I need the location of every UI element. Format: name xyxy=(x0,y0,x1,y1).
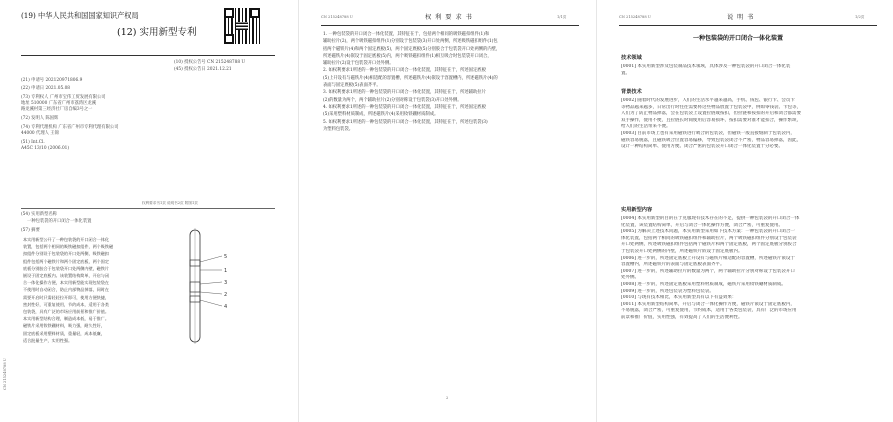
claim-line: 为塑料包装袋。 xyxy=(323,126,354,132)
page-header-title: 说 明 书 xyxy=(727,14,755,21)
abstract-heading: (57) 摘要 xyxy=(21,228,40,233)
claim-line: 所述磁铁片(4)嵌设于固定底板(5)内，两个吸铁磁扣组件(1)相互吸合时包装袋开口闭合， xyxy=(323,53,492,59)
paragraph-line: [0010] 与现有技术相比，本实用新型具有以下有益效果： xyxy=(621,295,737,301)
bib-line: 44000 代理人 王锦 xyxy=(21,131,59,136)
bib-line: 路龙溪村第三经济社厂房自编3号之一 xyxy=(21,107,93,112)
abstract-line: 密封性好，可重复使用，节约成本，适用于各类 xyxy=(23,301,109,307)
claims-page xyxy=(298,0,597,422)
header-rule xyxy=(619,25,877,26)
header-rule xyxy=(21,55,275,56)
claim-line: (5)上开设有与磁铁片(4)相适配的容置槽，所述磁铁片(4)嵌设于容置槽内，所述磁铁片(4)的 xyxy=(323,75,498,81)
section-rule xyxy=(21,208,275,209)
paragraph-line: 前景和推广价值，实用性强，有效提高了人们的生活便利性。 xyxy=(621,314,743,320)
bib-line: (73) 专利权人 广州市宝伟工贸发展有限公司 xyxy=(21,95,106,100)
claim-line: (2)的数量为两个，两个辅助拉片(2)分别对称设于包装袋(3)开口处外侧。 xyxy=(323,97,462,103)
abstract-line: 固定底板采用塑料材质，重量轻，成本低廉， xyxy=(23,330,105,336)
section-text xyxy=(621,98,877,151)
paragraph-line: 设计一种结构简单、使用方便、闭合严密的包装袋开口闭合一体化装置十分必要。 xyxy=(621,144,783,150)
section-heading: 背景技术 xyxy=(621,89,642,95)
abstract-line: 适合批量生产，实用性强。 xyxy=(23,337,73,343)
leader-line xyxy=(200,292,222,294)
bib-line: (51) Int.Cl. xyxy=(21,140,45,145)
bib-line: (21) 申请号 202120971806.9 xyxy=(21,78,83,83)
bib-line: A45C 13/10 (2006.01) xyxy=(21,146,70,151)
page-header-number: 1/2页 xyxy=(855,15,865,19)
figure-label: 2 xyxy=(224,292,228,298)
abstract-line: 嵌设于固定底板内。该装置结构简单，开启与闭 xyxy=(23,273,109,279)
bib-line: 地址 510000 广东省广州市荔湾区龙溪 xyxy=(21,101,96,106)
section-text xyxy=(621,216,877,322)
paragraph-line: [0009] 进一步的，所述包装袋为塑料包装袋。 xyxy=(621,288,714,294)
claim-line: 5. 如权利要求1所述的一种包装袋的开口闭合一体化装置，其特征在于，所述包装袋(3) xyxy=(323,119,488,125)
bib-line: (72) 发明人 陈国辉 xyxy=(21,116,59,121)
claim-line: 1. 一种包装袋的开口闭合一体化装置，其特征在于，包括两个相同的吸铁磁扣组件(1)和 xyxy=(323,32,490,37)
paragraph-line: [0003] 目前市场上也有采用磁铁进行吸合的包装袋，但磁铁一般直接缝制于包装袋内， xyxy=(621,130,795,136)
paragraph-line: 化装置，该装置结构简单，开启与闭合一体化操作方便，闭合严密，可重复使用。 xyxy=(621,222,783,228)
paragraph-line: 容置槽内，所述磁铁片的表面与固定底板表面齐平。 xyxy=(621,262,725,268)
description-title: 一种包装袋的开口闭合一体化装置 xyxy=(693,35,784,42)
abstract-line: 组件包括两个磁铁片和两个固定底板，两个固定 xyxy=(23,258,109,264)
paragraph-line: 不易脱落，闭合严密，可重复使用，节约成本，适用于各类包装袋，具有广泛的市场应用 xyxy=(621,308,797,314)
claim-line: 表面与固定底板(5)表面齐平。 xyxy=(323,83,381,89)
publication-number: (10) 授权公告号 CN 215248788 U xyxy=(174,60,246,65)
abstract-line: 底板分别胶合于包装袋开口处两侧内壁，磁铁片 xyxy=(23,265,109,271)
side-code: CN 215248788 U xyxy=(3,358,7,390)
paragraph-line: 给人们的生活带来不便。 xyxy=(621,124,671,130)
claim-line: 3. 如权利要求1所述的一种包装袋的开口闭合一体化装置，其特征在于，所述辅助拉片 xyxy=(323,90,486,96)
abstract-line: 合一体化操作方便，本实用新型能实现包装袋在 xyxy=(23,280,109,286)
claims-text xyxy=(323,31,577,133)
figure-label: 4 xyxy=(224,304,228,310)
section-heading: 技术领域 xyxy=(621,55,642,61)
title-heading: (54) 实用新型名称 xyxy=(21,212,57,217)
section-text xyxy=(621,64,877,77)
front-page xyxy=(0,0,298,422)
claim-line: 4. 如权利要求1所述的一种包装袋的开口闭合一体化装置，其特征在于，所述固定底板 xyxy=(323,104,486,110)
abstract-line: 需要开启时只需轻轻拉开即可，使用方便快捷， xyxy=(23,294,109,300)
leader-line xyxy=(200,300,222,306)
paragraph-line: [0006] 进一步的，所述固定底板上开设有与磁铁片相适配的容置槽，所述磁铁片嵌设于 xyxy=(621,255,795,261)
page-count-footer: 权利要求书1页 说明书2页 附图1页 xyxy=(142,201,198,205)
bib-line: (74) 专利代理机构 广东省广州市专利代理有限公司 xyxy=(21,125,119,130)
paragraph-line: 人们为了防止物品掉落，会在包装袋上设置拉链或按扣，但拉链和按扣的开启和闭合都需要 xyxy=(621,111,801,117)
qr-code-icon xyxy=(224,8,260,44)
paragraph-line: [0001] 本实用新型涉及包装制品技术领域，具体涉及一种包装袋的开口闭合一体化装 xyxy=(621,64,791,69)
leader-line xyxy=(200,282,222,284)
paragraph-line: [0004] 本实用新型的目的在于克服现有技术存在的不足，提供一种包装袋的开口闭合一体 xyxy=(621,216,800,221)
abstract-text xyxy=(23,236,138,344)
paragraph-line: [0007] 进一步的，所述辅助拉片的数量为两个，两个辅助拉片分别对称设于包装袋开口 xyxy=(621,268,795,274)
abstract-figure xyxy=(170,226,240,346)
claim-line: 2. 如权利要求1所述的一种包装袋的开口闭合一体化装置，其特征在于，所述固定底板 xyxy=(323,68,486,74)
abstract-line: 本实用新型结构合理，制造成本低，易于推广。 xyxy=(23,316,109,322)
paragraph-line: [0002] 随着时代的发展进步，人们的生活水平越来越高，手机、钱包、银行卡、会员卡 xyxy=(621,98,795,103)
figure-label: 1 xyxy=(224,268,228,274)
page-header-code: CN 215248788 U xyxy=(619,15,651,19)
paragraph-line: 双手操作，使用不便，且拉链长时间使用后容易损坏，按扣需要对准才能扣合，操作繁琐， xyxy=(621,117,801,123)
paragraph-line: [0011] 本实用新型结构简单，开启与闭合一体化操作方便，磁铁片嵌设于固定底板内， xyxy=(621,301,795,307)
page-header-number: 1/1页 xyxy=(557,15,567,19)
section-heading: 实用新型内容 xyxy=(621,207,653,213)
publication-date: (45) 授权公告日 2021.12.21 xyxy=(174,67,232,72)
utility-title: 一种包装袋的开口闭合一体化装置 xyxy=(27,219,92,224)
page-header-code: CN 215248788 U xyxy=(321,15,353,19)
paragraph-line: [0008] 进一步的，所述固定底板采用塑料材质制成，磁铁片采用钕铁硼材质制成。 xyxy=(621,281,786,287)
leader-line xyxy=(200,256,222,262)
abstract-line: 磁铁片采用钕铁硼材料，吸力强，耐久性好， xyxy=(23,323,105,329)
claim-line: 括两个磁铁片(4)和两个固定底板(5)，两个固定底板(5)分别胶合于包装袋开口处两侧的内壁， xyxy=(323,46,501,52)
bib-line: (22) 申请日 2021.05.08 xyxy=(21,86,71,91)
abstract-line: 包装袋，具有广泛的市场应用前景和推广价值。 xyxy=(23,309,109,315)
page-header-title: 权 利 要 求 书 xyxy=(425,14,473,21)
doc-type: (12) 实用新型专利 xyxy=(117,27,197,38)
figure-label: 5 xyxy=(224,254,228,260)
abstract-line: 本实用新型公开了一种包装袋的开口闭合一体化 xyxy=(23,237,109,242)
paragraph-line: 于包装袋开口处两侧的内壁，所述磁铁片嵌设于固定底板内。 xyxy=(621,248,743,254)
paragraph-line: 开口处两侧，所述吸铁磁扣组件包括两个磁铁片和两个固定底板，两个固定底板分别胶合 xyxy=(621,242,797,248)
claim-line: (5)采用塑料材质制成，所述磁铁片(4)采用钕铁硼材质制成。 xyxy=(323,112,439,118)
header-rule xyxy=(321,25,579,26)
paragraph-line: [0005] 为解决上述技术问题，本实用新型采用如下技术方案：一种包装袋的开口闭合一 xyxy=(621,229,795,235)
paragraph-line: 磁铁容易脱落，且磁铁吸合位置容易偏移，导致包装袋闭合不严密，物品容易掉落，因此， xyxy=(621,137,801,143)
claim-line: 辅助拉片(2)设于包装袋开口处外侧。 xyxy=(323,61,394,67)
claim-line: 辅助拉片(2)，两个吸铁磁扣组件(1)分别设于包装袋(3)开口处两侧，所述吸铁磁扣组件(1)包 xyxy=(323,39,498,45)
paragraph-line: 体化装置，包括两个相同的吸铁磁扣组件和辅助拉片，两个吸铁磁扣组件分别设于包装袋 xyxy=(621,235,797,241)
description-page xyxy=(596,0,893,422)
office-line: (19) 中华人民共和国国家知识产权局 xyxy=(21,11,139,20)
paragraph-line: 等物品越来越多，日常出行时往往需要将这些物品放置于包装袋中，例如零钱袋、卡包等， xyxy=(621,104,801,110)
abstract-line: 装置，包括两个相同的吸铁磁扣组件，两个吸铁磁 xyxy=(23,244,114,250)
page-number: 2 xyxy=(446,396,449,400)
abstract-line: 不使用时自动闭合，防止内部物品掉落，同时在 xyxy=(23,287,109,293)
paragraph-line: 置。 xyxy=(621,70,630,76)
paragraph-line: 处外侧。 xyxy=(621,275,639,281)
figure-label: 3 xyxy=(224,280,228,286)
abstract-line: 扣组件分别设于包装袋的开口处两侧，吸铁磁扣 xyxy=(23,251,109,257)
